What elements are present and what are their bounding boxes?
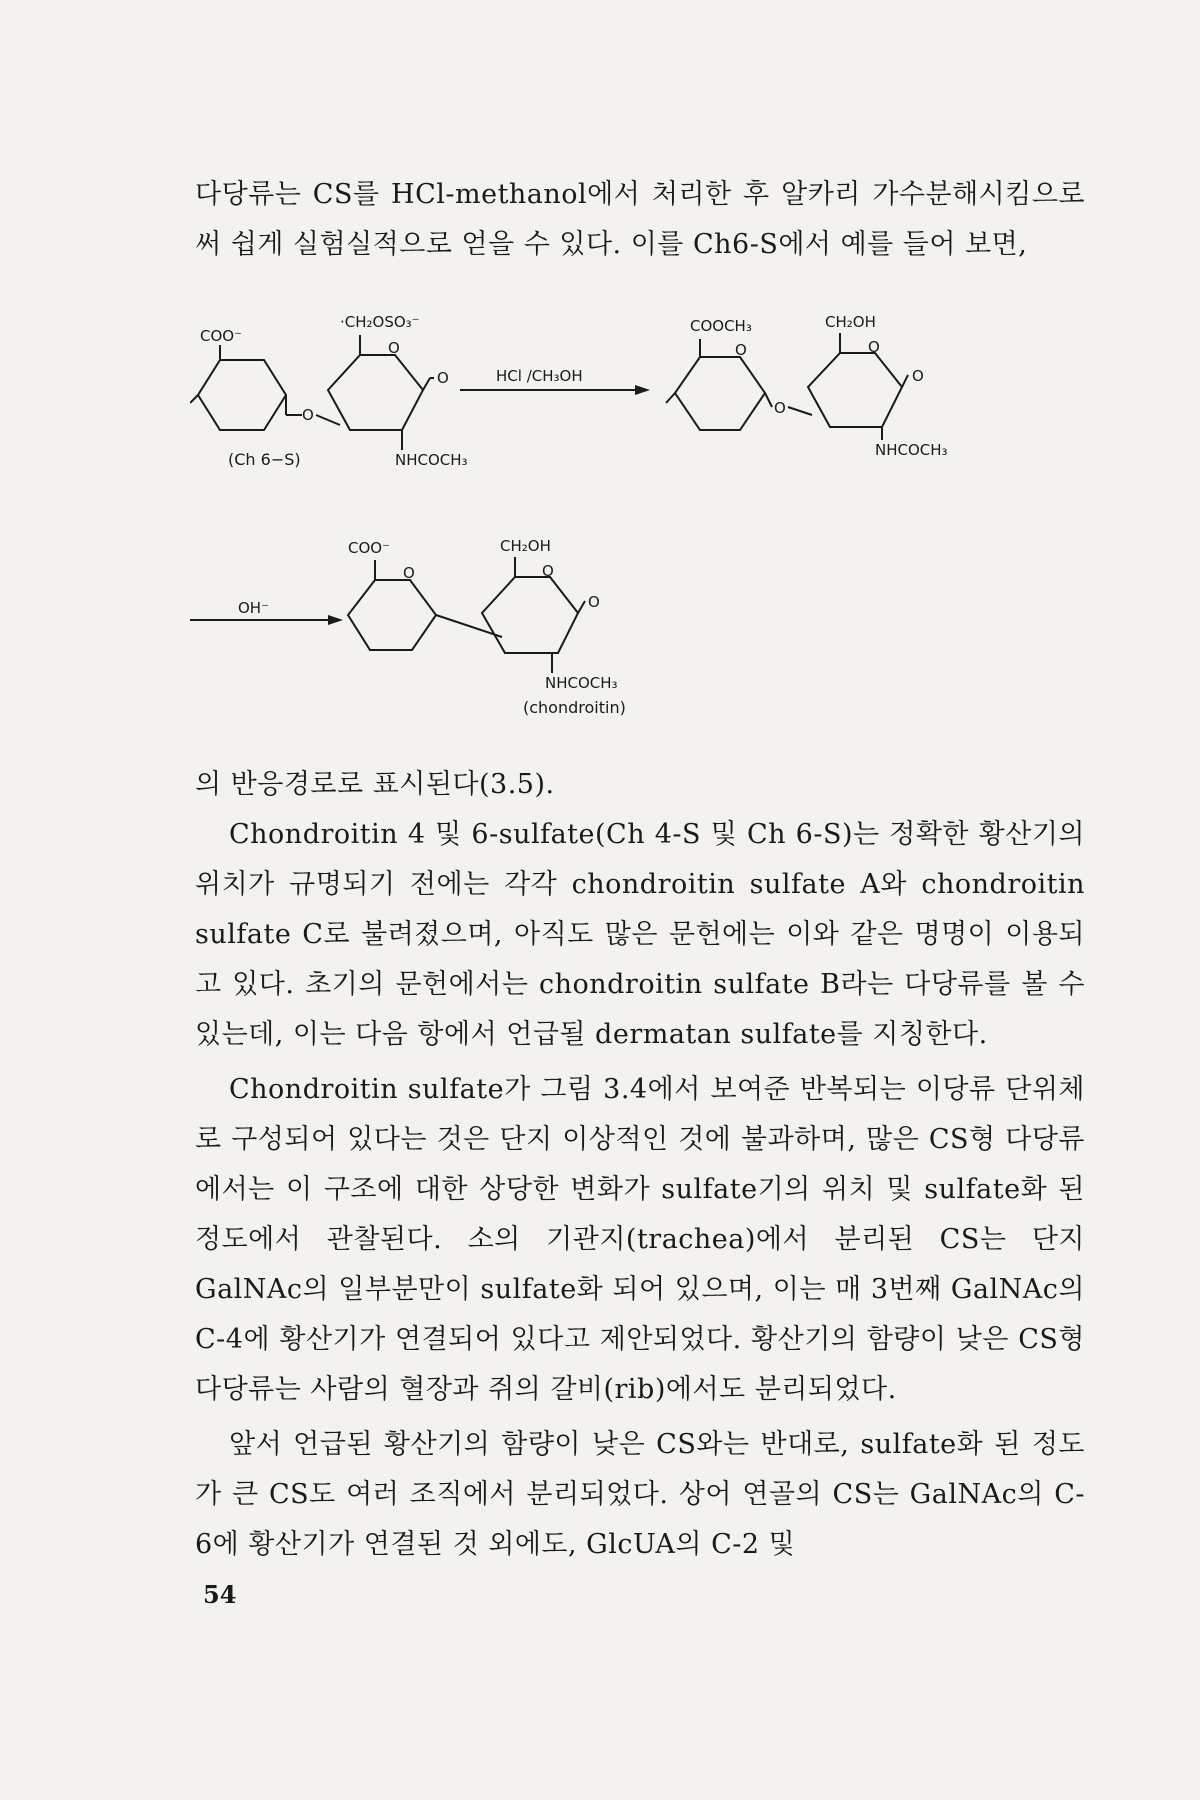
nhcoch3-label-2: NHCOCH₃ xyxy=(875,441,948,459)
paragraph-2: Chondroitin 4 및 6-sulfate(Ch 4-S 및 Ch 6-S)는 정확한 황산기의 위치가 규명되기 전에는 각각 chondroitin sulfate A와 chondroitin sulfate C로 불려졌으며, 아직도 많은 문헌에는 이와 같은 명명이 이용되고 있다. 초기의 문헌에서는 chondroitin sulfate B라는 다당류를 볼 수 있는데, 이는 다음 항에서 언급될 dermatan sulfate를 지칭한다. xyxy=(195,819,1085,1050)
coo-minus-label-2: COO⁻ xyxy=(348,539,391,557)
ring-o-label-3: O xyxy=(868,338,880,356)
reaction-scheme-diagram xyxy=(190,315,1100,745)
nhcoch3-label-3: NHCOCH₃ xyxy=(545,674,618,692)
paragraph-4: 앞서 언급된 황산기의 함량이 낮은 CS와는 반대로, sulfate화 된 정도가 큰 CS도 여러 조직에서 분리되었다. 상어 연골의 CS는 GalNAc의 C-6에 황산기가 연결된 것 외에도, GlcUA의 C-2 및 xyxy=(195,1429,1085,1560)
uronic-ring-3 xyxy=(348,580,436,650)
page-number: 54 xyxy=(203,1580,237,1609)
o-end-label-1: O xyxy=(437,369,449,387)
uronic-ring-1 xyxy=(198,360,286,430)
o-link-label-2: O xyxy=(774,399,786,417)
coo-minus-label-1: COO⁻ xyxy=(200,327,243,345)
scheme-conclusion: 의 반응경로로 표시된다(3.5). xyxy=(195,769,555,800)
ring-o-label-4: O xyxy=(403,564,415,582)
galnac-ring-1 xyxy=(328,355,423,430)
nhcoch3-label-1: NHCOCH₃ xyxy=(395,451,468,469)
galnac-ring-3 xyxy=(482,577,578,653)
reagent-hcl-methanol: HCl /CH₃OH xyxy=(496,367,583,385)
chondroitin-caption: (chondroitin) xyxy=(523,698,626,717)
ch2oso3-label: ·CH₂OSO₃⁻ xyxy=(340,315,420,331)
o-link-label-1: O xyxy=(302,406,314,424)
cooch3-label: COOCH₃ xyxy=(690,317,752,335)
ring-o-label-5: O xyxy=(542,562,554,580)
o-end-label-2: O xyxy=(912,367,924,385)
uronic-ring-2 xyxy=(675,357,765,430)
ring-o-label-1: O xyxy=(388,339,400,357)
ch6s-caption: (Ch 6−S) xyxy=(228,450,301,469)
o-end-label-3: O xyxy=(588,593,600,611)
galnac-ring-2 xyxy=(808,353,902,427)
intro-paragraph: 다당류는 CS를 HCl-methanol에서 처리한 후 알카리 가수분해시킴으로써 쉽게 실험실적으로 얻을 수 있다. 이를 Ch6-S에서 예를 들어 보면, xyxy=(195,179,1085,260)
ring-o-label-2: O xyxy=(735,341,747,359)
ch2oh-label-1: CH₂OH xyxy=(825,315,876,331)
reagent-hydroxide: OH⁻ xyxy=(238,599,270,617)
ch2oh-label-2: CH₂OH xyxy=(500,537,551,555)
paragraph-3: Chondroitin sulfate가 그림 3.4에서 보여준 반복되는 이당류 단위체로 구성되어 있다는 것은 단지 이상적인 것에 불과하며, 많은 CS형 다당류에서는 이 구조에 대한 상당한 변화가 sulfate기의 위치 및 sulfate화 된 정도에서 관찰된다. 소의 기관지(trachea)에서 분리된 CS는 단지 GalNAc의 일부분만이 sulfate화 되어 있으며, 이는 매 3번째 GalNAc의 C-4에 황산기가 연결되어 있다고 제안되었다. 황산기의 함량이 낮은 CS형 다당류는 사람의 혈장과 쥐의 갈비(rib)에서도 분리되었다. xyxy=(195,1074,1085,1405)
